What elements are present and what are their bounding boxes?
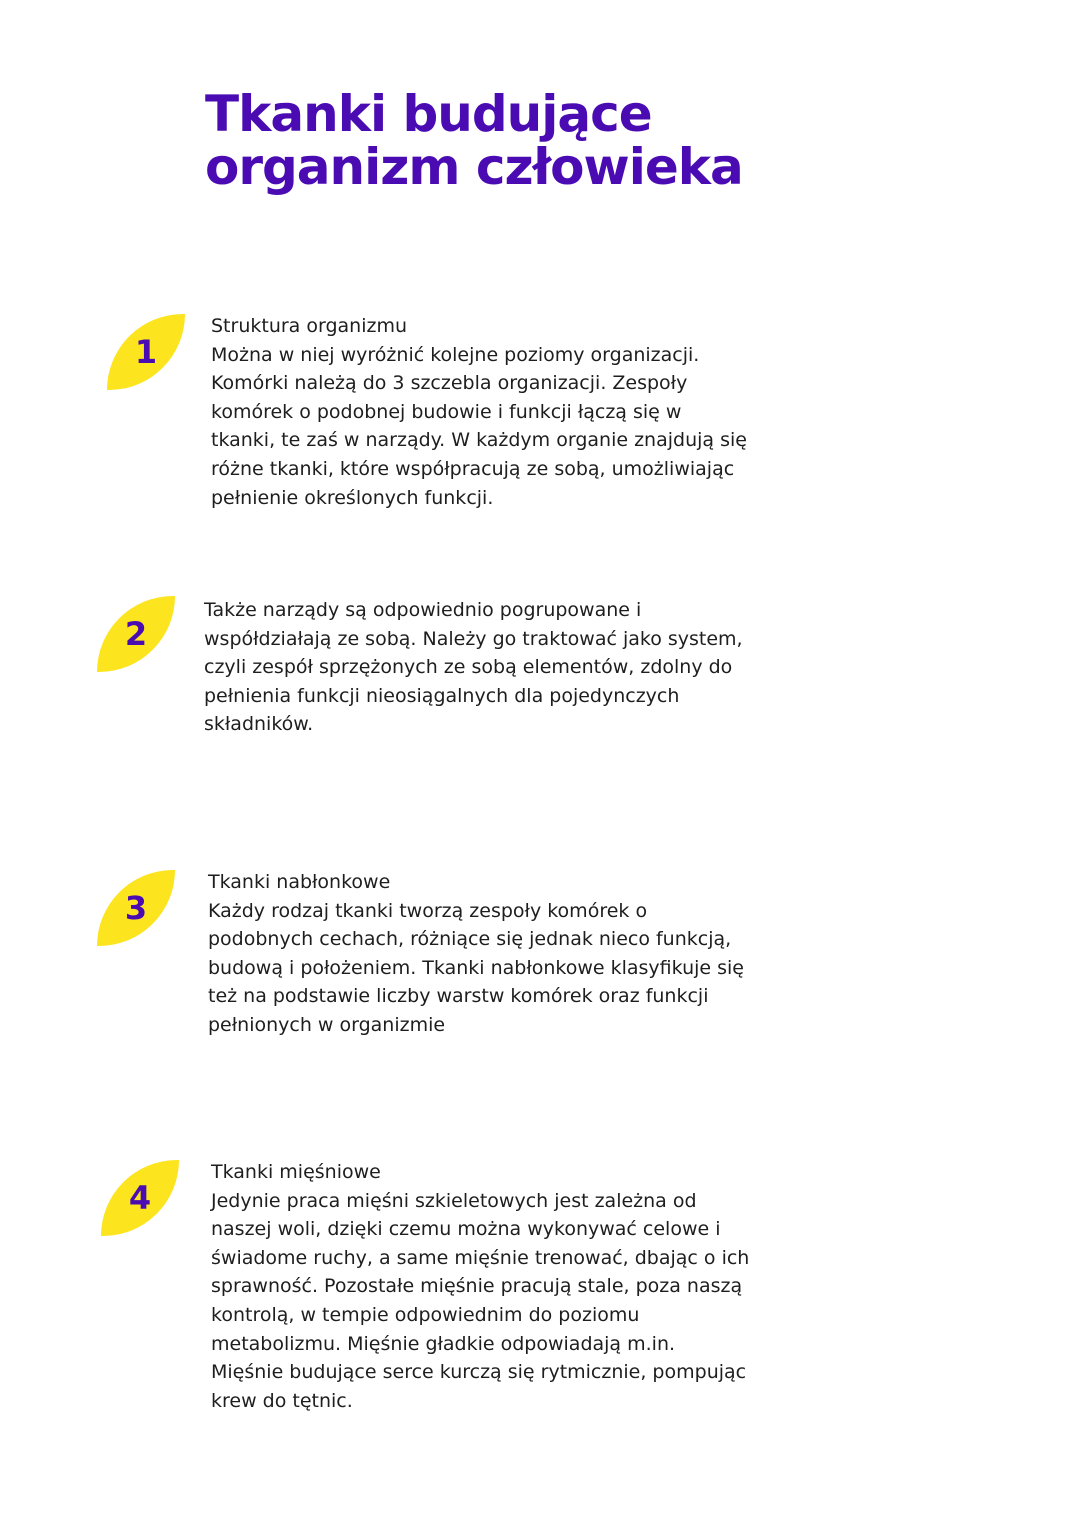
section-organs bbox=[204, 596, 744, 739]
section-structure bbox=[211, 312, 751, 512]
section-number: 2 bbox=[124, 615, 148, 653]
section-number: 1 bbox=[134, 333, 158, 371]
section-heading: Struktura organizmu bbox=[211, 315, 408, 337]
section-number-badge bbox=[97, 596, 175, 672]
section-body: Każdy rodzaj tkanki tworzą zespoły komórek o podobnych cechach, różniące się jednak nieco funkcją, budową i położeniem. Tkanki nabłonkowe klasyfikuje się też na podstawie liczby warstw komórek oraz funkcji pełnionych w organizmie bbox=[208, 899, 744, 1036]
section-heading: Tkanki nabłonkowe bbox=[208, 871, 391, 893]
section-number-badge bbox=[107, 314, 185, 390]
section-heading: Tkanki mięśniowe bbox=[211, 1161, 381, 1183]
section-number-badge bbox=[101, 1160, 179, 1236]
page-title: Tkanki budujące organizm człowieka bbox=[205, 85, 743, 196]
section-body: Jedynie praca mięśni szkieletowych jest zależna od naszej woli, dzięki czemu można wykonywać celowe i świadome ruchy, a same mięśnie trenować, dbając o ich sprawność. Pozostałe mięśnie pracują stale, poza naszą kontrolą, w tempie odpowiednim do poziomu metabolizmu. Mięśnie gładkie odpowiadają m.in. Mięśnie budujące serce kurczą się rytmicznie, pompując krew do tętnic. bbox=[211, 1189, 750, 1412]
section-body: Także narządy są odpowiednio pogrupowane i współdziałają ze sobą. Należy go traktować jako system, czyli zespół sprzężonych ze sobą elementów, zdolny do pełnienia funkcji nieosiągalnych dla pojedynczych składników. bbox=[204, 599, 743, 736]
section-epithelial bbox=[208, 868, 748, 1040]
section-number: 4 bbox=[128, 1179, 152, 1217]
section-body: Można w niej wyróżnić kolejne poziomy organizacji. Komórki należą do 3 szczebla organizacji. Zespoły komórek o podobnej budowie i funkcji łączą się w tkanki, te zaś w narządy. W każdym organie znajdują się różne tkanki, które współpracują ze sobą, umożliwiając pełnienie określonych funkcji. bbox=[211, 343, 747, 509]
section-number: 3 bbox=[124, 889, 148, 927]
section-muscle bbox=[211, 1158, 751, 1415]
section-number-badge bbox=[97, 870, 175, 946]
